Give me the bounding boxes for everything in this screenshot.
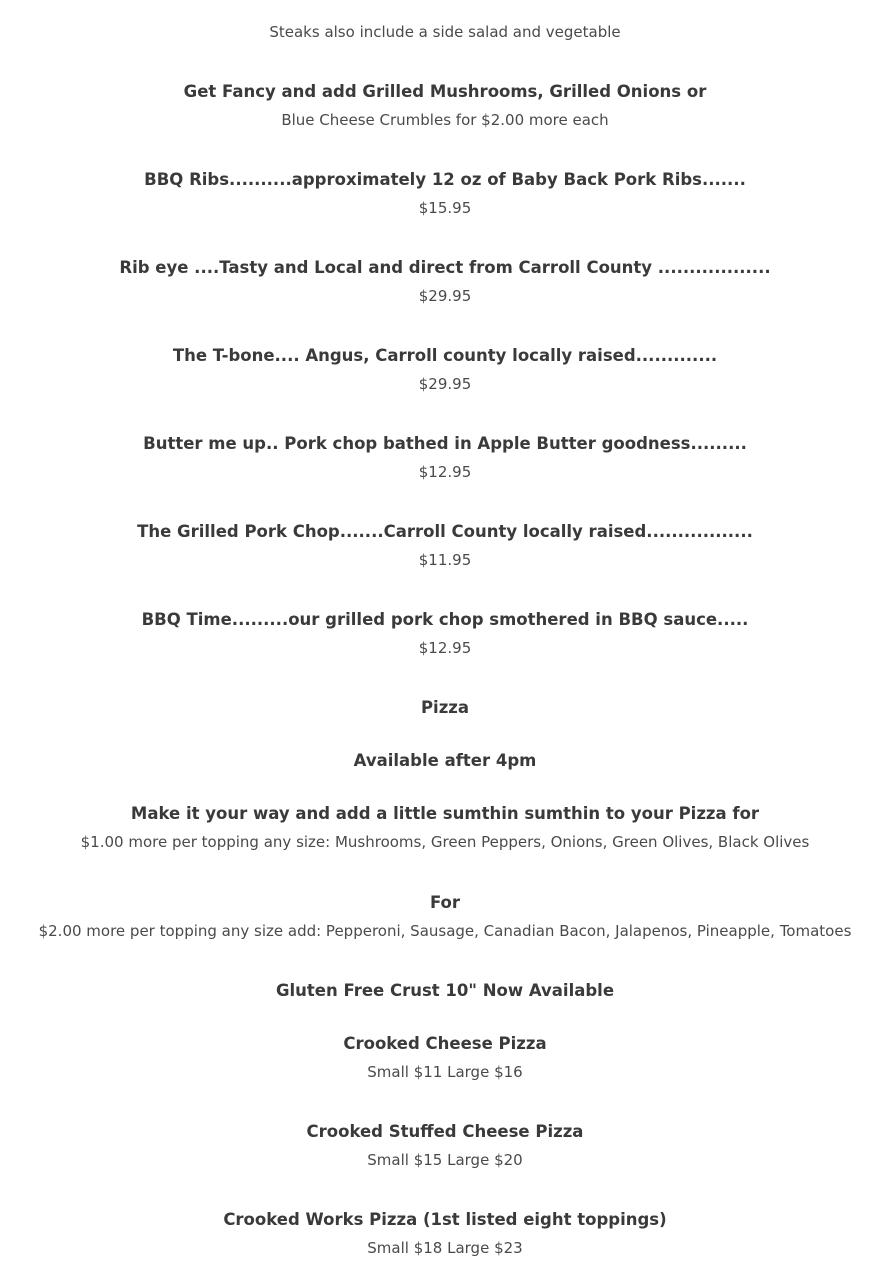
pizza-price: Small $11 Large $16: [367, 1063, 523, 1081]
pizza-heading: Pizza: [420, 698, 470, 717]
menu-item-name: BBQ Time.........our grilled pork chop smothered in BBQ sauce.....: [141, 610, 749, 629]
pizza-price: Small $15 Large $20: [367, 1151, 523, 1169]
menu-item-name: Butter me up.. Pork chop bathed in Apple Butter goodness.........: [143, 434, 747, 453]
menu-item: [0, 254, 890, 310]
menu-item-name: The T-bone.... Angus, Carroll county locally raised.............: [172, 346, 718, 365]
menu-item-name: Rib eye ....Tasty and Local and direct from Carroll County ..................: [119, 258, 771, 277]
topping-for-label: For: [429, 893, 461, 912]
pizza-name: Crooked Stuffed Cheese Pizza: [306, 1122, 584, 1141]
pizza-availability: Available after 4pm: [353, 751, 537, 770]
pizza-name: Crooked Cheese Pizza: [343, 1034, 547, 1053]
topping-premium: $2.00 more per topping any size add: Pepperoni, Sausage, Canadian Bacon, Jalapenos, Pineapple, Tomatoes: [38, 922, 852, 940]
menu-item: [0, 342, 890, 398]
menu-item-name: The Grilled Pork Chop.......Carroll County locally raised.................: [137, 522, 753, 541]
menu-item-price: $15.95: [418, 199, 472, 217]
topping-heading: Make it your way and add a little sumthin sumthin to your Pizza for: [130, 804, 760, 823]
menu-item: [0, 430, 890, 486]
pizza-item: [0, 1118, 890, 1174]
menu-item-price: $12.95: [418, 639, 472, 657]
pizza-price: Small $18 Large $23: [367, 1239, 523, 1257]
menu-item-name: BBQ Ribs..........approximately 12 oz of Baby Back Pork Ribs.......: [144, 170, 746, 189]
menu-item-price: $11.95: [418, 551, 472, 569]
pizza-item: [0, 1206, 890, 1262]
menu-item: [0, 166, 890, 222]
menu-item-price: $12.95: [418, 463, 472, 481]
fancy-addon-detail: Blue Cheese Crumbles for $2.00 more each: [281, 111, 609, 129]
pizza-item: [0, 1030, 890, 1086]
pizza-name: Crooked Works Pizza (1st listed eight toppings): [223, 1210, 667, 1229]
menu-item-price: $29.95: [418, 287, 472, 305]
menu-item-price: $29.95: [418, 375, 472, 393]
steak-side-note: Steaks also include a side salad and vegetable: [269, 23, 621, 41]
gluten-free-note: Gluten Free Crust 10" Now Available: [275, 981, 615, 1000]
fancy-addon-heading: Get Fancy and add Grilled Mushrooms, Grilled Onions or: [183, 82, 707, 101]
menu-item: [0, 606, 890, 662]
topping-basic: $1.00 more per topping any size: Mushrooms, Green Peppers, Onions, Green Olives, Black Olives: [80, 833, 810, 851]
menu-item: [0, 518, 890, 574]
cut-off-line: [0, 0, 890, 18]
